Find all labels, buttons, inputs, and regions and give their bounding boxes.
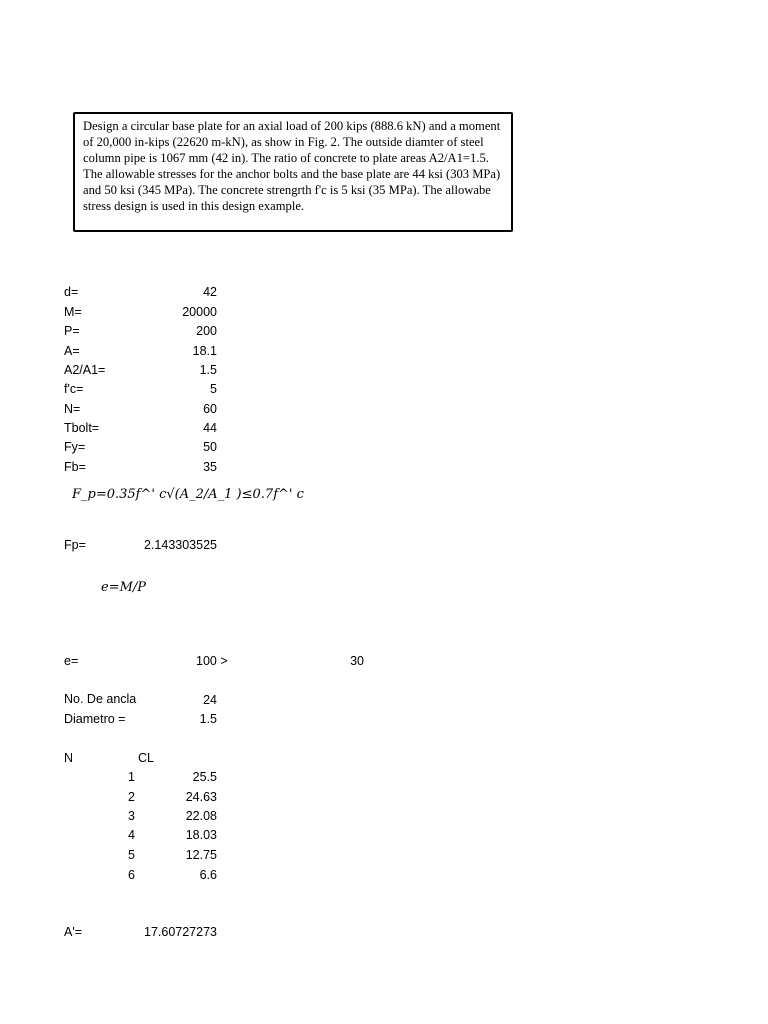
param-label-a2a1: A2/A1= [64,363,106,377]
param-value-a: 18.1 [192,344,217,358]
table-row-n: 1 [128,770,135,784]
anchor-diameter-label: Diametro = [64,712,126,726]
param-value-p: 200 [196,324,217,338]
param-label-n: N= [64,402,81,416]
table-row-cl: 22.08 [185,809,217,823]
fp-label: Fp= [64,538,86,552]
param-value-fb: 35 [203,460,217,474]
a-prime-value: 17.60727273 [144,925,217,939]
table-row-n: 6 [128,868,135,882]
a-prime-label: A'= [64,925,83,939]
param-value-fc: 5 [210,382,217,396]
param-value-fy: 50 [203,440,217,454]
table-row-n: 4 [128,828,135,842]
problem-statement-text: Design a circular base plate for an axial load of 200 kips (888.6 kN) and a moment of 20,000 in-kips (22620 m-kN), as show in Fig. 2. The outside diamter of steel column pipe is 1067 mm (42 in). The ratio of concrete to plate areas A2/A1=1.5. The allowable stresses for the anchor bolts and the base plate are 44 ksi (303 MPa) and 50 ksi (345 MPa). The concrete strengrth f'c is 5 ksi (35 MPa). The allowabe stress design is used in this design example. [83,119,501,213]
param-label-p: P= [64,324,80,338]
anchor-diameter-value: 1.5 [199,712,217,726]
table-row-cl: 18.03 [185,828,217,842]
param-label-a: A= [64,344,80,358]
param-label-fy: Fy= [64,440,86,454]
param-label-fc: f'c= [64,382,84,396]
param-value-n: 60 [203,402,217,416]
param-label-m: M= [64,305,82,319]
anchor-count-value: 24 [203,693,217,707]
table-row-cl: 6.6 [199,868,217,882]
e-compare-value: 30 [350,654,364,668]
table-row-n: 5 [128,848,135,862]
param-label-d: d= [64,285,79,299]
e-label: e= [64,654,79,668]
fp-value: 2.143303525 [144,538,217,552]
problem-statement-box [73,112,513,232]
formula-fp: F_p=0.35f^' c√(A_2/A_1 )≤0.7f^' c [72,487,304,502]
table-row-cl: 25.5 [192,770,217,784]
param-label-fb: Fb= [64,460,86,474]
param-value-m: 20000 [182,305,217,319]
param-value-tbolt: 44 [203,421,217,435]
table-row-n: 2 [128,790,135,804]
table-header-cl: CL [138,751,154,765]
e-value: 100 > [196,654,228,668]
table-row-cl: 24.63 [185,790,217,804]
table-row-cl: 12.75 [185,848,217,862]
param-value-d: 42 [203,285,217,299]
table-header-n: N [64,751,74,765]
formula-e: e=M/P [101,580,147,595]
table-row-n: 3 [128,809,135,823]
param-value-a2a1: 1.5 [199,363,217,377]
param-label-tbolt: Tbolt= [64,421,100,435]
anchor-count-label: No. De ancla [64,692,137,706]
